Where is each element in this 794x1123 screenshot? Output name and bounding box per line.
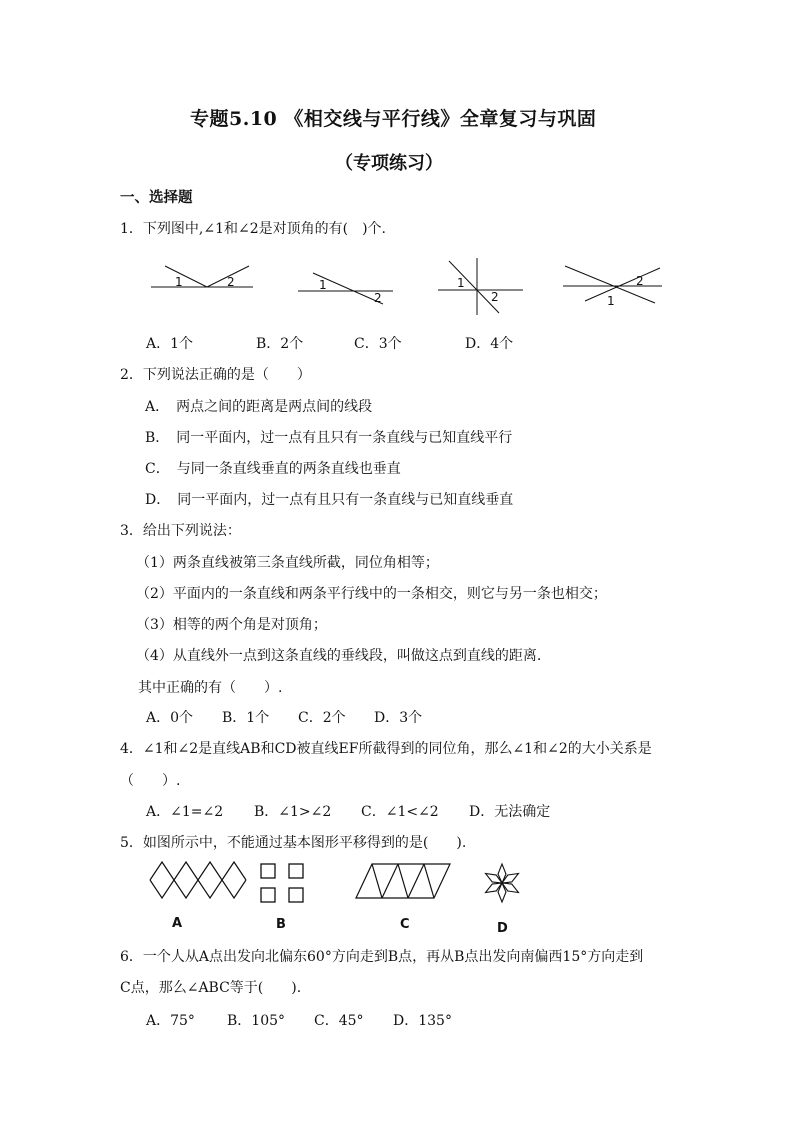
q3-statement-4: （4）从直线外一点到这条直线的垂线段，叫做这点到直线的距离. [136, 648, 542, 664]
q4-option-c: C．∠1<∠2 [361, 804, 439, 820]
q1-figure-a [151, 266, 253, 287]
question-3-stem: 3．给出下列说法： [120, 523, 241, 539]
q1-figure-a-label-1: 1 [175, 275, 183, 289]
question-1-stem: 1．下列图中,∠1和∠2是对顶角的有( )个. [120, 221, 387, 237]
q5-figure-c-label: C [400, 917, 410, 932]
question-6-stem-line-2: C点，那么∠ABC等于( ). [120, 980, 302, 996]
question-4-stem-line-2: （ ）. [120, 773, 181, 789]
q3-statement-3: （3）相等的两个角是对顶角； [136, 617, 327, 633]
q5-figure-b-squares [261, 864, 303, 902]
section-heading-multiple-choice: 一、选择题 [120, 189, 193, 206]
q3-statement-2: （2）平面内的一条直线和两条平行线中的一条相交，则它与另一条也相交； [136, 586, 607, 602]
q3-option-a: A．0个 [146, 710, 194, 726]
question-6-stem-line-1: 6．一个人从A点出发向北偏东60°方向走到B点，再从B点出发向南偏西15°方向走到 [120, 949, 644, 965]
q1-option-a: A．1个 [146, 336, 194, 352]
q5-figure-a-zigzag [150, 862, 246, 898]
question-1-figures [145, 258, 685, 318]
q1-figure-b-label-1: 1 [319, 278, 327, 292]
question-5-figures [148, 858, 548, 938]
question-5-stem: 5．如图所示中，不能通过基本图形平移得到的是( ). [120, 835, 467, 851]
q6-option-b: B．105° [227, 1013, 286, 1029]
q3-option-b: B．1个 [222, 710, 270, 726]
q5-figure-b-label: B [276, 917, 286, 932]
q1-figure-a-label-2: 2 [227, 275, 235, 289]
q1-option-b: B．2个 [256, 336, 304, 352]
q1-figure-d-label-2: 2 [636, 274, 644, 288]
q5-figure-a-label: A [172, 916, 183, 931]
page-title: 专题5.10 《相交线与平行线》全章复习与巩固 [190, 108, 597, 130]
q1-figure-d-label-1: 1 [607, 294, 615, 308]
q6-option-a: A．75° [146, 1013, 195, 1029]
page-subtitle: （专项练习） [335, 153, 443, 174]
q6-option-d: D．135° [393, 1013, 452, 1029]
question-2-stem: 2．下列说法正确的是（ ） [120, 367, 311, 383]
q2-option-c: C． 与同一条直线垂直的两条直线也垂直 [145, 461, 401, 477]
question-4-stem-line-1: 4．∠1和∠2是直线AB和CD被直线EF所截得到的同位角，那么∠1和∠2的大小关系是 [120, 741, 652, 757]
q3-option-d: D．3个 [374, 710, 423, 726]
q4-option-d: D．无法确定 [469, 804, 551, 820]
q5-figure-d-label: D [497, 921, 508, 936]
q1-option-d: D．4个 [465, 336, 514, 352]
q6-option-c: C．45° [314, 1013, 364, 1029]
q4-option-b: B．∠1>∠2 [254, 804, 332, 820]
q2-option-b: B． 同一平面内，过一点有且只有一条直线与已知直线平行 [145, 430, 513, 446]
q4-option-a: A．∠1=∠2 [146, 804, 224, 820]
q3-option-c: C．2个 [298, 710, 346, 726]
q5-figure-c-parallelograms [356, 864, 450, 898]
q5-figure-d-star [484, 864, 521, 902]
q1-figure-c [438, 258, 523, 315]
q1-figure-c-label-1: 1 [457, 276, 465, 290]
q3-conclusion: 其中正确的有（ ）. [138, 680, 283, 696]
q1-figure-b-label-2: 2 [374, 291, 382, 305]
q1-option-c: C．3个 [354, 336, 402, 352]
q1-figure-c-label-2: 2 [491, 290, 499, 304]
q2-option-a: A． 两点之间的距离是两点间的线段 [145, 399, 373, 415]
q3-statement-1: （1）两条直线被第三条直线所截，同位角相等； [136, 555, 439, 571]
q2-option-d: D． 同一平面内，过一点有且只有一条直线与已知直线垂直 [145, 492, 514, 508]
